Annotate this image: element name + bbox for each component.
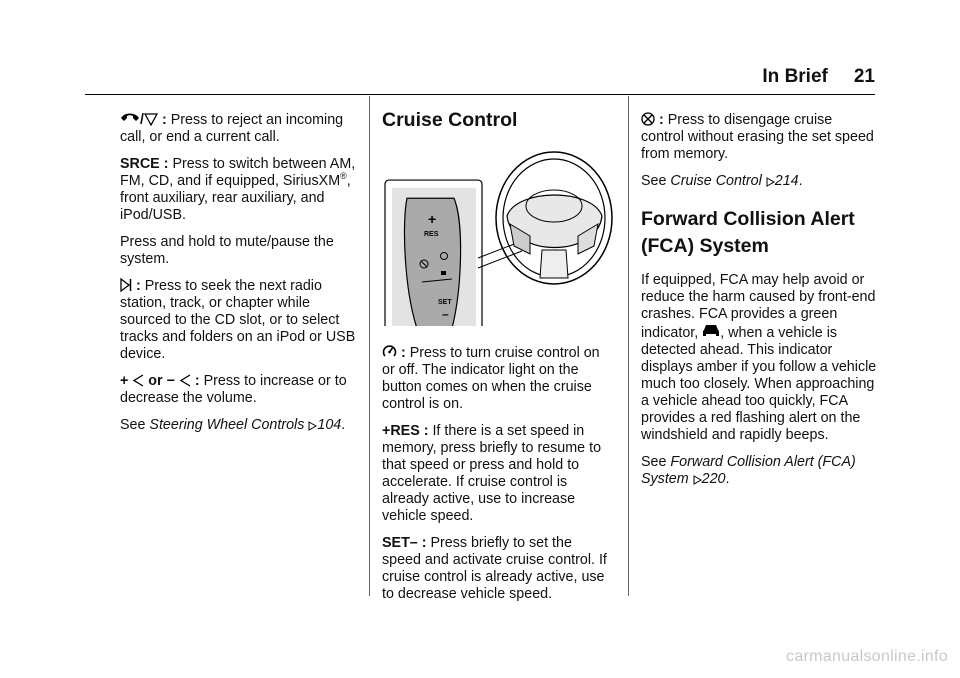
- reject-call-paragraph: / : Press to reject an incoming call, or end a current call.: [120, 112, 344, 145]
- page-header: [0, 66, 875, 88]
- column-1: [120, 112, 356, 444]
- volume-paragraph: + or − : Press to increase or to decrease the volume.: [120, 373, 347, 406]
- res-button-label: RES: [424, 231, 439, 238]
- page-arrow-icon: [693, 475, 702, 485]
- column-3: [641, 112, 877, 498]
- vehicle-ahead-icon: [702, 323, 720, 339]
- watermark: carmanualsonline.info: [786, 648, 948, 665]
- steering-wheel-figure: [382, 146, 612, 326]
- section-title: In Brief: [762, 66, 828, 87]
- mute-triangle-icon: [144, 113, 158, 126]
- page-arrow-icon: [766, 177, 775, 187]
- phone-hangup-icon: [120, 112, 140, 126]
- page-number: 21: [853, 66, 875, 87]
- column-divider-2: [628, 96, 629, 596]
- cruise-control-icon: [382, 344, 397, 359]
- svg-text:–: –: [442, 307, 449, 321]
- set-button-label: SET: [438, 299, 452, 306]
- cruise-onoff-paragraph: : Press to turn cruise control on or off. The indicator light on the button comes on when the cruise control is on.: [382, 345, 600, 412]
- cancel-icon: [641, 112, 655, 126]
- column-2: [382, 108, 614, 613]
- volume-icon: [179, 374, 191, 387]
- set-paragraph: SET– : Press briefly to set the speed and activate cruise control. If cruise control is already active, use to decrease vehicle speed.: [382, 535, 607, 602]
- column-divider-1: [369, 96, 370, 596]
- fca-heading: Forward Collision Alert (FCA) System: [641, 208, 855, 257]
- mute-paragraph: Press and hold to mute/pause the system.: [120, 234, 334, 267]
- cruise-control-heading: Cruise Control: [382, 109, 518, 131]
- seek-paragraph: : Press to seek the next radio station, track, or chapter while sourced to the CD slot, or to select tracks and folders on an iPod or USB device.: [120, 278, 356, 362]
- steering-wheel-illustration: [382, 146, 614, 326]
- cancel-paragraph: : Press to disengage cruise control without erasing the set speed from memory.: [641, 112, 874, 162]
- seek-next-icon: [120, 278, 132, 292]
- see-fca-paragraph: See Forward Collision Alert (FCA) System 220.: [641, 454, 856, 487]
- reference-link[interactable]: Cruise Control: [670, 173, 762, 189]
- header-rule: [85, 94, 875, 95]
- reference-link[interactable]: Forward Collision Alert (FCA) System: [641, 454, 856, 487]
- srce-paragraph: SRCE : Press to switch between AM, FM, CD, and if equipped, SiriusXM®, front auxiliary, rear auxiliary, and iPod/USB.: [120, 156, 356, 223]
- fca-paragraph: If equipped, FCA may help avoid or reduce the harm caused by front-end crashes. FCA provides a green indicator, , when a vehicle is detected ahead. This indicator displays amber if you follow a vehicle much too closely. When approaching a vehicle ahead too quickly, FCA provides a red flashing alert on the windshield and rapidly beeps.: [641, 272, 877, 443]
- svg-text:+: +: [428, 211, 437, 227]
- see-cruise-paragraph: See Cruise Control 214.: [641, 173, 803, 189]
- volume-icon: [132, 374, 144, 387]
- reference-link[interactable]: Steering Wheel Controls: [149, 417, 305, 433]
- res-paragraph: +RES : If there is a set speed in memory, press briefly to resume to that speed or press and hold to accelerate. If cruise control is already active, use to increase vehicle speed.: [382, 423, 602, 524]
- see-steering-paragraph: See Steering Wheel Controls 104.: [120, 417, 346, 433]
